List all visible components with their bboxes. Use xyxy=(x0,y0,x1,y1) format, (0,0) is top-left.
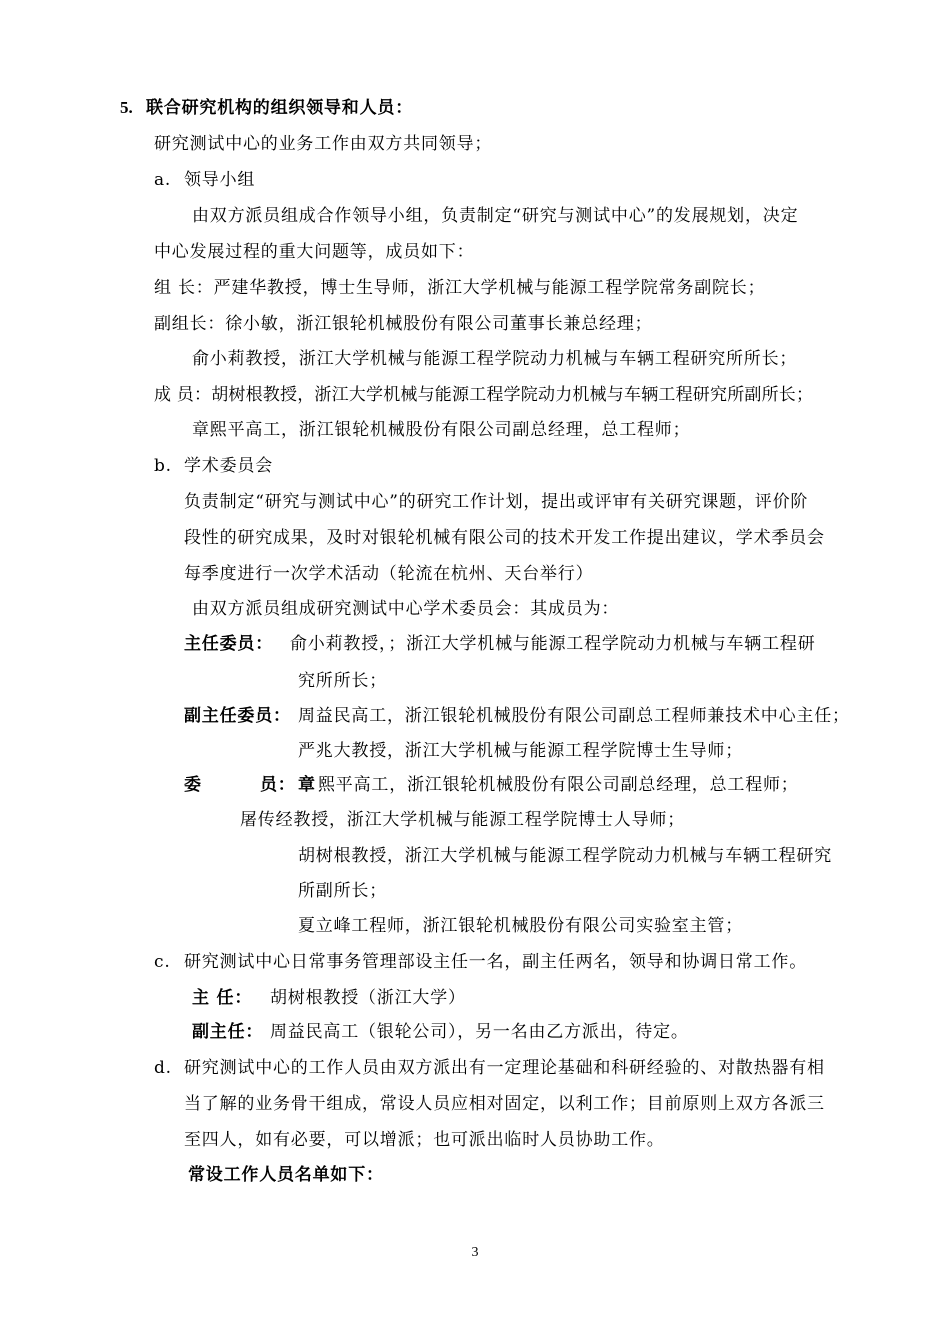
members-line-5: 夏立峰工程师，浙江银轮机械股份有限公司实验室主管； xyxy=(298,916,743,936)
staff-list-heading: 常设工作人员名单如下： xyxy=(188,1165,384,1185)
members-line-1: 熙平高工，浙江银轮机械股份有限公司副总经理，总工程师； xyxy=(318,775,799,795)
members-label-second: 员： xyxy=(260,775,296,795)
part-a-desc-2: 中心发展过程的重大问题等，成员如下： xyxy=(154,242,475,262)
part-a-deputy-1: 副组长：徐小敏，浙江银轮机械股份有限公司董事长兼总经理； xyxy=(154,314,653,334)
part-b-heading: 学术委员会 xyxy=(184,456,273,476)
part-c-vice: 周益民高工（银轮公司），另一名由乙方派出，待定。 xyxy=(270,1022,689,1042)
part-d-desc-3: 至四人，如有必要，可以增派；也可派出临时人员协助工作。 xyxy=(184,1130,665,1150)
part-c-marker: c. xyxy=(154,952,171,972)
part-d-marker: d. xyxy=(154,1058,172,1078)
section-number: 5. xyxy=(120,98,133,117)
part-c-director-label: 主 任： xyxy=(192,988,253,1008)
part-a-member-2: 章熙平高工，浙江银轮机械股份有限公司副总经理，总工程师； xyxy=(192,420,691,440)
part-c-director: 胡树根教授（浙江大学） xyxy=(270,988,466,1008)
part-b-desc-1: 负责制定“研究与测试中心”的研究工作计划，提出或评审有关研究课题，评价阶 xyxy=(184,492,809,512)
members-label-first: 委 xyxy=(184,775,202,795)
part-a-deputy-2: 俞小莉教授，浙江大学机械与能源工程学院动力机械与车辆工程研究所所长； xyxy=(192,349,798,369)
part-b-marker: b. xyxy=(154,456,172,476)
page-number: 3 xyxy=(471,1245,479,1260)
vice-director-line-1: 周益民高工，浙江银轮机械股份有限公司副总工程师兼技术中心主任； xyxy=(298,706,850,726)
members-line-4: 所副所长； xyxy=(298,881,387,901)
director-label: 主任委员： xyxy=(184,634,273,654)
director-line-1: 俞小莉教授，；浙江大学机械与能源工程学院动力机械与车辆工程研 xyxy=(290,634,816,654)
part-a-marker: a. xyxy=(154,170,172,190)
section-intro: 研究测试中心的业务工作由双方共同领导； xyxy=(154,134,493,154)
members-label-name-start: 章 xyxy=(298,775,316,795)
vice-director-line-2: 严兆大教授，浙江大学机械与能源工程学院博士生导师； xyxy=(298,741,743,761)
part-a-member-1: 成 员：胡树根教授，浙江大学机械与能源工程学院动力机械与车辆工程研究所副所长； xyxy=(154,385,814,405)
part-b-desc-3: 每季度进行一次学术活动（轮流在杭州、天台举行） xyxy=(184,564,594,584)
part-c-desc: 研究测试中心日常事务管理部设主任一名，副主任两名，领导和协调日常工作。 xyxy=(184,952,807,972)
part-a-leader: 组 长：严建华教授，博士生导师，浙江大学机械与能源工程学院常务副院长； xyxy=(154,278,766,298)
members-line-2: 屠传经教授，浙江大学机械与能源工程学院博士人导师； xyxy=(240,810,685,830)
part-a-heading: 领导小组 xyxy=(184,170,256,190)
part-b-desc-2: 段性的研究成果，及时对银轮机械有限公司的技术开发工作提出建议，学术季员会 xyxy=(184,528,825,548)
part-d-desc-2: 当了解的业务骨干组成，常设人员应相对固定，以利工作；目前原则上双方各派三 xyxy=(184,1094,825,1114)
vice-director-label: 副主任委员： xyxy=(184,706,291,726)
part-d-desc-1: 研究测试中心的工作人员由双方派出有一定理论基础和科研经验的、对散热器有相 xyxy=(184,1058,825,1078)
section-title: 联合研究机构的组织领导和人员： xyxy=(146,98,413,118)
director-line-2: 究所所长； xyxy=(298,671,387,691)
part-b-desc-4: 由双方派员组成研究测试中心学术委员会：其成员为： xyxy=(192,599,620,619)
part-a-desc-1: 由双方派员组成合作领导小组，负责制定“研究与测试中心”的发展规划，决定 xyxy=(192,206,799,226)
part-c-vice-label: 副主任： xyxy=(192,1022,264,1042)
members-line-3: 胡树根教授，浙江大学机械与能源工程学院动力机械与车辆工程研究 xyxy=(298,846,832,866)
